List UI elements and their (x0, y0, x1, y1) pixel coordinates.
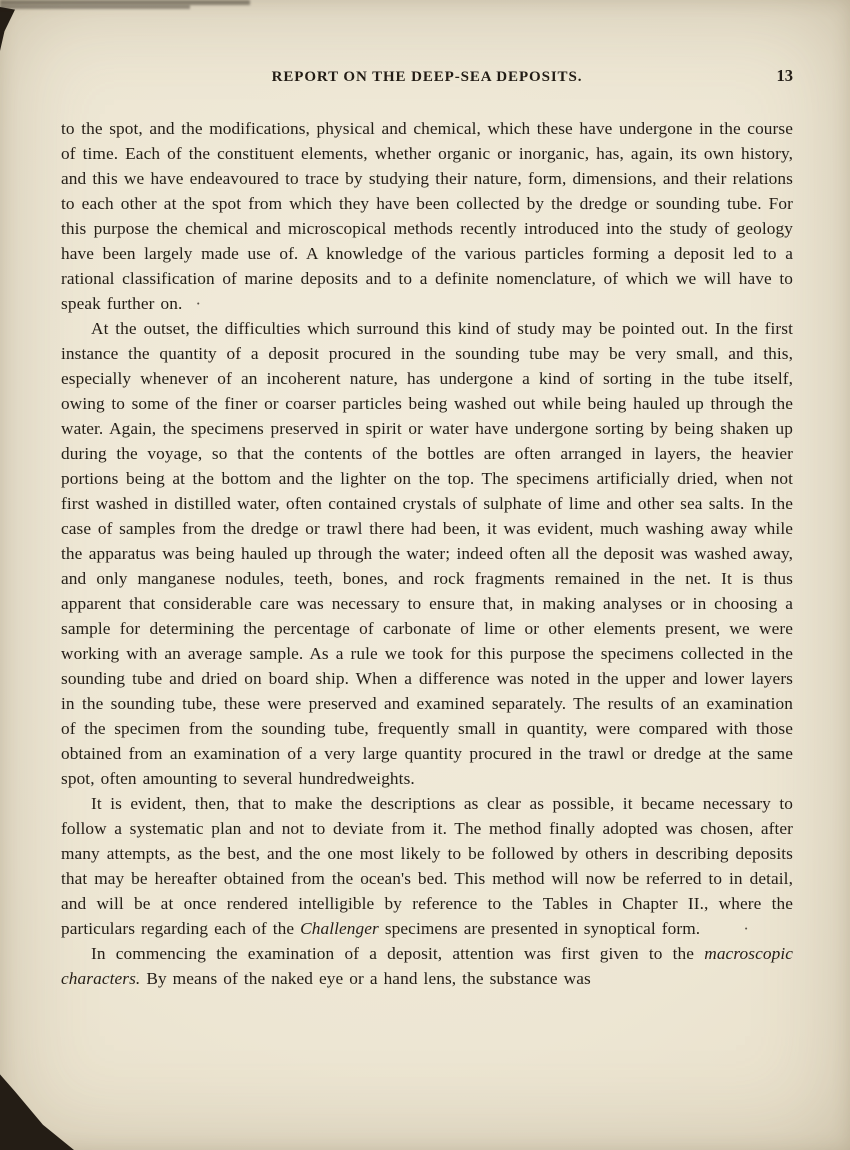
paragraph (61, 941, 793, 991)
scan-dot-artifact: · (195, 294, 202, 313)
page-number: 13 (776, 66, 793, 85)
text-block (61, 116, 793, 991)
running-title: REPORT ON THE DEEP-SEA DEPOSITS. (271, 69, 583, 85)
paragraph-text: to the spot, and the modifications, physical and chemical, which these have undergone in the course of time. Each of the constituent elements, whether organic or inorganic, has, again, its own history, and this we have endeavoured to trace by studying their nature, form, dimensions, and their relations to each other at the spot from which they have been collected by the dredge or sounding tube. For this purpose the chemical and microscopical methods recently introduced into the study of geology have been largely made use of. A knowledge of the various particles forming a deposit led to a rational classification of marine deposits and to a definite nomenclature, of which we will have to speak further on. (61, 119, 793, 313)
scan-dot-artifact: · (743, 919, 750, 938)
scan-artifact-bottom-left (0, 1066, 74, 1150)
term-italic: macroscopic characters. (61, 944, 793, 988)
paragraph (61, 316, 793, 791)
scan-artifact-bottom-right (0, 5, 190, 9)
paragraph-text: At the outset, the difficulties which surround this kind of study may be pointed out. In the first instance the quantity of a deposit procured in the sounding tube may be very small, and this, especially whenever of an incoherent nature, has undergone a kind of sorting in the tube itself, owing to some of the finer or coarser particles being washed out while being hauled up through the water. Again, the specimens preserved in spirit or water have undergone sorting by being shaken up during the voyage, so that the contents of the bottles are often arranged in layers, the heavier portions being at the bottom and the lighter on the top. The specimens artificially dried, when not first washed in distilled water, often contained crystals of sulphate of lime and other sea salts. In the case of samples from the dredge or trawl there had been, it was evident, much washing away while the apparatus was being hauled up through the water; indeed often all the deposit was washed away, and only manganese nodules, teeth, bones, and rock fragments remained in the net. It is thus apparent that considerable care was necessary to ensure that, in making analyses or in choosing a sample for determining the percentage of carbonate of lime or other elements present, we were working with an average sample. As a rule we took for this purpose the specimens collected in the sounding tube and dried on board ship. When a difference was noted in the upper and lower layers in the sounding tube, these were preserved and examined separately. The results of an examination of the specimen from the sounding tube, frequently small in quantity, were compared with those obtained from an examination of a very large quantity procured in the trawl or dredge at the same spot, often amounting to several hundredweights. (61, 319, 793, 788)
scan-artifact-top-left (0, 7, 15, 51)
ship-name-italic: Challenger (300, 919, 379, 938)
paragraph-text: By means of the naked eye or a hand lens, the substance was (140, 969, 591, 988)
paragraph (61, 116, 793, 316)
paragraph-text: In commencing the examination of a deposit, attention was first given to the (91, 944, 705, 963)
running-head (61, 68, 793, 90)
paragraph-text: It is evident, then, that to make the descriptions as clear as possible, it became necessary to follow a systematic plan and not to deviate from it. The method finally adopted was chosen, after many attempts, as the best, and the one most likely to be followed by others in describing deposits that may be hereafter obtained from the ocean's bed. This method will now be referred to in detail, and will be at once rendered intelligible by reference to the Tables in Chapter II., where the particulars regarding each of the (61, 794, 793, 938)
paragraph-text: specimens are presented in synoptical form. (378, 919, 701, 938)
paragraph (61, 791, 793, 941)
